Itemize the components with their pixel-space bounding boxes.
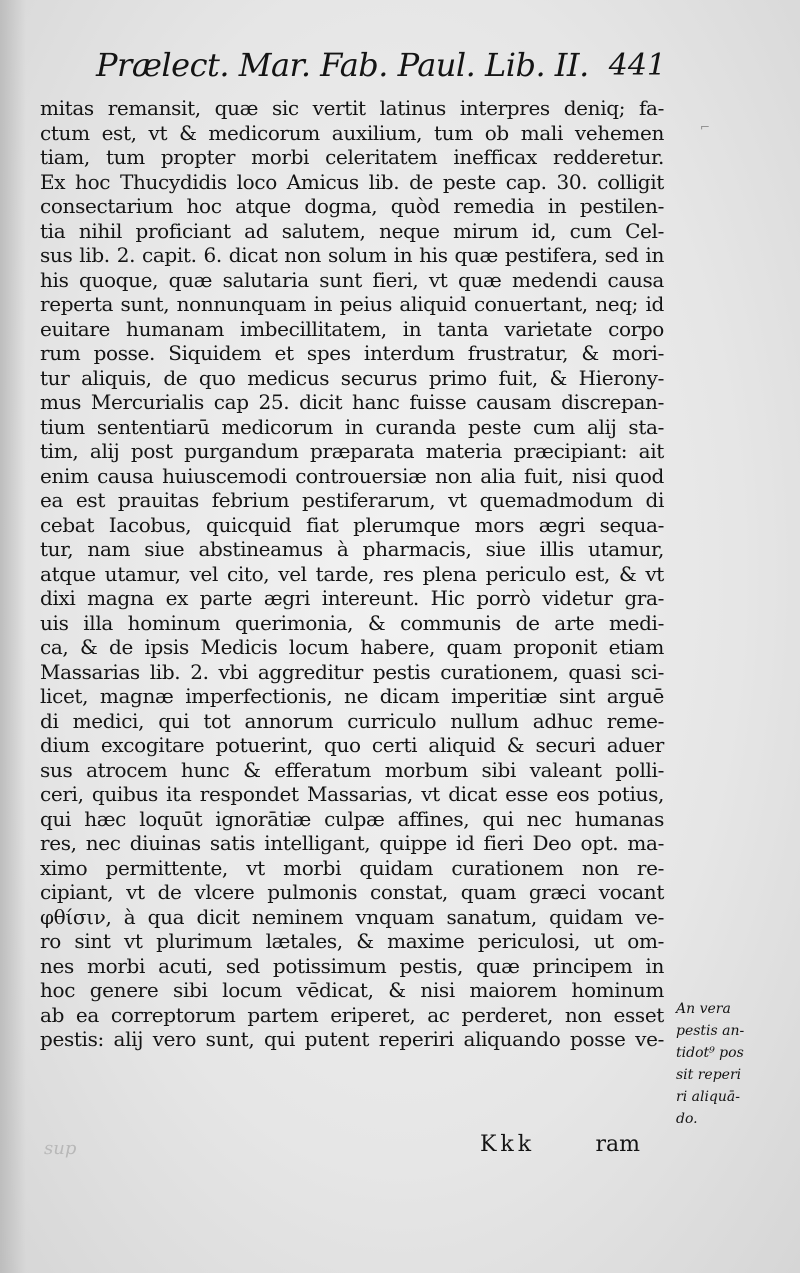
text-line: qui hæc loquūt ignorātiæ culpæ affines, qui nec humanas — [40, 806, 664, 831]
text-line: mitas remansit, quæ sic vertit latinus interpres deniq; fa- — [40, 96, 664, 120]
marginal-note-line: do. — [676, 1111, 698, 1127]
text-line: Ex hoc Thucydidis loco Amicus lib. de peste cap. 30. colligit — [40, 169, 664, 194]
edge-mark: ⌐ — [700, 120, 711, 134]
text-line: consectarium hoc atque dogma, quòd remedia in pestilen- — [40, 194, 664, 218]
text-line: dium excogitare potuerint, quo certi aliquid & securi aduer — [40, 733, 664, 757]
bleed-through-smudge: sup — [44, 1138, 77, 1159]
text-line: ctum est, vt & medicorum auxilium, tum ob mali vehemen — [40, 120, 664, 145]
text-line: Massarias lib. 2. vbi aggreditur pestis curationem, quasi sci- — [40, 659, 664, 684]
marginal-note-line: pestis an- — [676, 1023, 745, 1039]
text-line: ro sint vt plurimum lætales, & maxime periculosi, ut om- — [40, 929, 664, 953]
text-line: sus atrocem hunc & efferatum morbum sibi valeant polli- — [40, 757, 664, 782]
page-header — [96, 46, 666, 92]
catchword: ram — [595, 1132, 640, 1157]
text-line: tia nihil proficiant ad salutem, neque mirum id, cum Cel- — [40, 218, 664, 243]
text-line: pestis: alij vero sunt, qui putent reperiri aliquando posse ve- — [40, 1027, 664, 1051]
text-line: mus Mercurialis cap 25. dicit hanc fuisse causam discrepan- — [40, 390, 664, 414]
marginal-note-line: sit reperi — [676, 1067, 742, 1083]
marginal-note — [676, 998, 776, 1130]
text-line: cipiant, vt de vlcere pulmonis constat, quam græci vocant — [40, 880, 664, 904]
text-line: atque utamur, vel cito, vel tarde, res plena periculo est, & vt — [40, 561, 664, 586]
text-line: tur aliquis, de quo medicus securus primo fuit, & Hierony- — [40, 365, 664, 390]
text-line: uis illa hominum querimonia, & communis de arte medi- — [40, 610, 664, 635]
marginal-note-line: ri aliquā- — [676, 1089, 740, 1105]
text-line: sus lib. 2. capit. 6. dicat non solum in his quæ pestifera, sed in — [40, 243, 664, 267]
page-number: 441 — [608, 48, 666, 83]
text-line: enim causa huiuscemodi controuersiæ non alia fuit, nisi quod — [40, 463, 664, 488]
text-line: rum posse. Siquidem et spes interdum frustratur, & mori- — [40, 341, 664, 365]
text-line: cebat Iacobus, quicquid fiat plerumque mors ægri sequa- — [40, 512, 664, 537]
marginal-note-line: tidot⁹ pos — [676, 1045, 744, 1061]
marginal-note-line: An vera — [676, 1001, 731, 1017]
text-line: φθίσιν, à qua dicit neminem vnquam sanatum, quidam ve- — [40, 904, 664, 929]
main-text-block — [40, 96, 664, 1052]
binding-gutter-shadow — [0, 0, 26, 1273]
text-line: hoc genere sibi locum vēdicat, & nisi maiorem hominum — [40, 978, 664, 1002]
text-line: ceri, quibus ita respondet Massarias, vt dicat esse eos potius, — [40, 782, 664, 806]
running-head: Prælect. Mar. Fab. Paul. Lib. II. — [96, 46, 589, 84]
signature-mark: Kkk — [480, 1132, 536, 1157]
text-line: euitare humanam imbecillitatem, in tanta varietate corpo — [40, 316, 664, 341]
text-line: his quoque, quæ salutaria sunt fieri, vt quæ medendi causa — [40, 267, 664, 292]
text-line: res, nec diuinas satis intelligant, quippe id fieri Deo opt. ma- — [40, 831, 664, 855]
text-line: ab ea correptorum partem eriperet, ac perderet, non esset — [40, 1002, 664, 1027]
text-line: di medici, qui tot annorum curriculo nullum adhuc reme- — [40, 708, 664, 733]
text-line: dixi magna ex parte ægri intereunt. Hic porrò videtur gra- — [40, 586, 664, 610]
text-line: tiam, tum propter morbi celeritatem inefficax redderetur. — [40, 145, 664, 169]
text-line: tium sententiarū medicorum in curanda peste cum alij sta- — [40, 414, 664, 439]
text-line: nes morbi acuti, sed potissimum pestis, quæ principem in — [40, 953, 664, 978]
text-line: licet, magnæ imperfectionis, ne dicam imperitiæ sint arguē — [40, 684, 664, 708]
text-line: reperta sunt, nonnunquam in peius aliquid conuertant, neq; id — [40, 292, 664, 316]
text-line: ca, & de ipsis Medicis locum habere, quam proponit etiam — [40, 635, 664, 659]
text-line: tur, nam siue abstineamus à pharmacis, siue illis utamur, — [40, 537, 664, 561]
page-footer — [40, 1132, 640, 1162]
text-line: ea est prauitas febrium pestiferarum, vt quemadmodum di — [40, 488, 664, 512]
text-line: tim, alij post purgandum præparata materia præcipiant: ait — [40, 439, 664, 463]
text-line: ximo permittente, vt morbi quidam curationem non re- — [40, 855, 664, 880]
